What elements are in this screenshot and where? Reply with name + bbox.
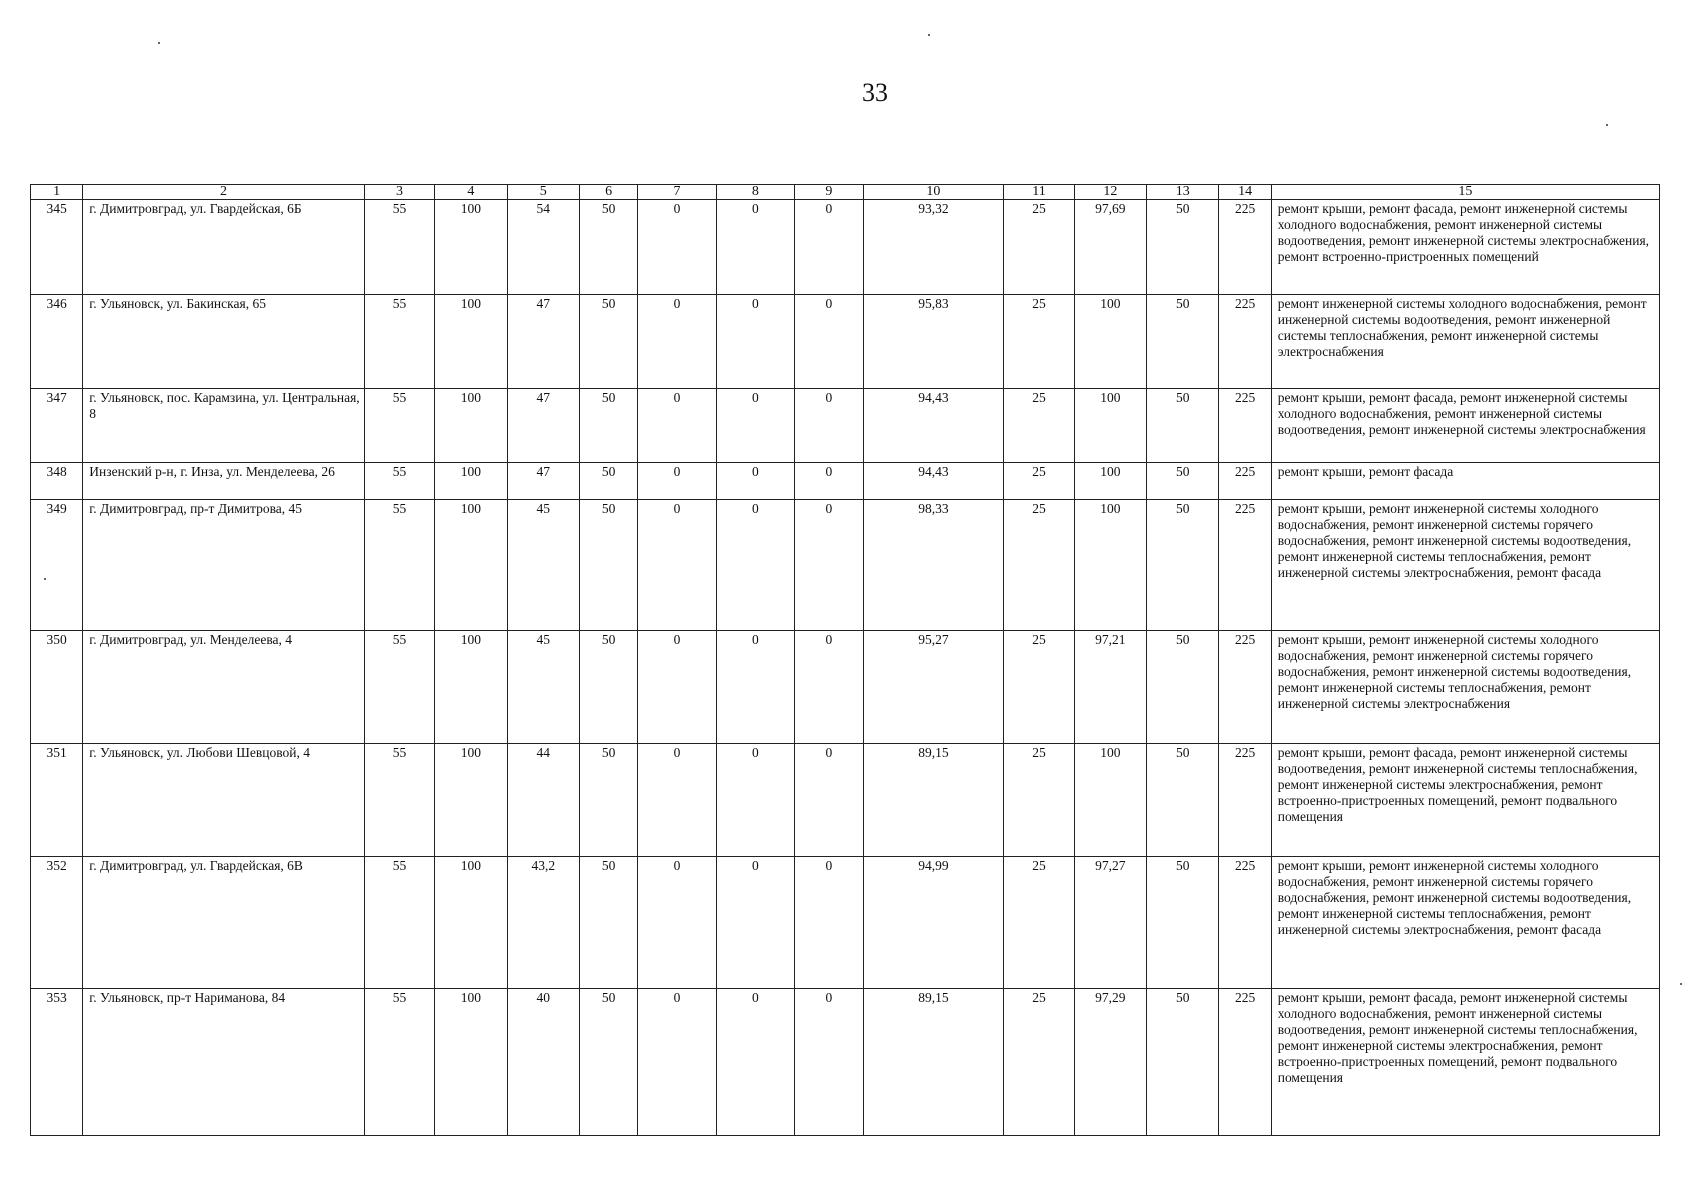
scan-speck xyxy=(158,42,160,44)
value-cell-col-6: 50 xyxy=(579,295,637,389)
column-number-6: 6 xyxy=(579,185,637,200)
column-number-10: 10 xyxy=(863,185,1004,200)
value-cell-col-11: 25 xyxy=(1004,989,1074,1136)
value-cell-col-8: 0 xyxy=(716,295,794,389)
works-cell: ремонт крыши, ремонт инженерной системы холодного водоснабжения, ремонт инженерной системы горячего водоснабжения, ремонт инженерной системы водоотведения, ремонт инженерной системы теплоснабжения, ремонт инженерной системы электроснабжения xyxy=(1271,631,1659,744)
value-cell-col-6: 50 xyxy=(579,500,637,631)
value-cell-col-7: 0 xyxy=(638,631,716,744)
column-number-5: 5 xyxy=(507,185,579,200)
scan-speck xyxy=(1606,124,1608,126)
value-cell-col-5: 45 xyxy=(507,500,579,631)
value-cell-col-6: 50 xyxy=(579,857,637,989)
value-cell-col-11: 25 xyxy=(1004,631,1074,744)
works-cell: ремонт крыши, ремонт фасада, ремонт инженерной системы водоотведения, ремонт инженерной системы теплоснабжения, ремонт инженерной системы электроснабжения, ремонт встроенно-пристроенных помещений, ремонт подвального помещения xyxy=(1271,744,1659,857)
address-cell: г. Димитровград, ул. Гвардейская, 6В xyxy=(83,857,365,989)
column-number-9: 9 xyxy=(795,185,863,200)
value-cell-col-12: 100 xyxy=(1074,295,1146,389)
row-number-cell: 345 xyxy=(31,200,83,295)
value-cell-col-13: 50 xyxy=(1147,989,1219,1136)
value-cell-col-13: 50 xyxy=(1147,631,1219,744)
works-cell: ремонт крыши, ремонт фасада, ремонт инженерной системы холодного водоснабжения, ремонт инженерной системы водоотведения, ремонт инженерной системы электроснабжения, ремонт встроенно-пристроенных помещений xyxy=(1271,200,1659,295)
value-cell-col-9: 0 xyxy=(795,295,863,389)
value-cell-col-8: 0 xyxy=(716,744,794,857)
value-cell-col-8: 0 xyxy=(716,200,794,295)
value-cell-col-11: 25 xyxy=(1004,500,1074,631)
value-cell-col-12: 100 xyxy=(1074,463,1146,500)
value-cell-col-10: 94,99 xyxy=(863,857,1004,989)
value-cell-col-3: 55 xyxy=(364,463,434,500)
row-number-cell: 351 xyxy=(31,744,83,857)
table-row xyxy=(31,500,1660,631)
value-cell-col-7: 0 xyxy=(638,500,716,631)
value-cell-col-10: 89,15 xyxy=(863,989,1004,1136)
value-cell-col-10: 94,43 xyxy=(863,389,1004,463)
works-cell: ремонт крыши, ремонт инженерной системы холодного водоснабжения, ремонт инженерной системы горячего водоснабжения, ремонт инженерной системы водоотведения, ремонт инженерной системы теплоснабжения, ремонт инженерной системы электроснабжения, ремонт фасада xyxy=(1271,857,1659,989)
address-cell: г. Ульяновск, пр-т Нариманова, 84 xyxy=(83,989,365,1136)
value-cell-col-10: 95,83 xyxy=(863,295,1004,389)
scan-speck xyxy=(928,34,930,36)
column-number-15: 15 xyxy=(1271,185,1659,200)
value-cell-col-12: 97,29 xyxy=(1074,989,1146,1136)
value-cell-col-13: 50 xyxy=(1147,389,1219,463)
value-cell-col-14: 225 xyxy=(1219,463,1271,500)
address-cell: г. Ульяновск, ул. Бакинская, 65 xyxy=(83,295,365,389)
value-cell-col-14: 225 xyxy=(1219,389,1271,463)
scan-speck xyxy=(1680,983,1682,985)
value-cell-col-14: 225 xyxy=(1219,200,1271,295)
value-cell-col-10: 98,33 xyxy=(863,500,1004,631)
value-cell-col-7: 0 xyxy=(638,857,716,989)
value-cell-col-4: 100 xyxy=(435,744,507,857)
table-row xyxy=(31,463,1660,500)
value-cell-col-9: 0 xyxy=(795,200,863,295)
table-body xyxy=(31,200,1660,1136)
value-cell-col-11: 25 xyxy=(1004,389,1074,463)
value-cell-col-13: 50 xyxy=(1147,857,1219,989)
table-row xyxy=(31,389,1660,463)
row-number-cell: 352 xyxy=(31,857,83,989)
value-cell-col-3: 55 xyxy=(364,744,434,857)
column-number-4: 4 xyxy=(435,185,507,200)
value-cell-col-8: 0 xyxy=(716,631,794,744)
value-cell-col-3: 55 xyxy=(364,389,434,463)
column-number-12: 12 xyxy=(1074,185,1146,200)
value-cell-col-5: 45 xyxy=(507,631,579,744)
address-cell: г. Димитровград, ул. Менделеева, 4 xyxy=(83,631,365,744)
value-cell-col-14: 225 xyxy=(1219,631,1271,744)
value-cell-col-7: 0 xyxy=(638,989,716,1136)
table-row xyxy=(31,989,1660,1136)
value-cell-col-7: 0 xyxy=(638,200,716,295)
value-cell-col-6: 50 xyxy=(579,463,637,500)
column-number-row xyxy=(31,185,1660,200)
value-cell-col-14: 225 xyxy=(1219,295,1271,389)
value-cell-col-4: 100 xyxy=(435,857,507,989)
works-cell: ремонт крыши, ремонт фасада, ремонт инженерной системы холодного водоснабжения, ремонт инженерной системы водоотведения, ремонт инженерной системы теплоснабжения, ремонт инженерной системы электроснабжения, ремонт встроенно-пристроенных помещений, ремонт подвального помещения xyxy=(1271,989,1659,1136)
value-cell-col-8: 0 xyxy=(716,463,794,500)
table-row xyxy=(31,295,1660,389)
value-cell-col-9: 0 xyxy=(795,857,863,989)
value-cell-col-10: 94,43 xyxy=(863,463,1004,500)
value-cell-col-11: 25 xyxy=(1004,463,1074,500)
address-cell: Инзенский р-н, г. Инза, ул. Менделеева, 26 xyxy=(83,463,365,500)
value-cell-col-14: 225 xyxy=(1219,989,1271,1136)
column-number-1: 1 xyxy=(31,185,83,200)
row-number-cell: 350 xyxy=(31,631,83,744)
value-cell-col-12: 100 xyxy=(1074,744,1146,857)
value-cell-col-3: 55 xyxy=(364,631,434,744)
value-cell-col-8: 0 xyxy=(716,989,794,1136)
value-cell-col-9: 0 xyxy=(795,631,863,744)
value-cell-col-5: 47 xyxy=(507,295,579,389)
row-number-cell: 349 xyxy=(31,500,83,631)
value-cell-col-9: 0 xyxy=(795,500,863,631)
column-number-8: 8 xyxy=(716,185,794,200)
value-cell-col-7: 0 xyxy=(638,389,716,463)
address-cell: г. Димитровград, ул. Гвардейская, 6Б xyxy=(83,200,365,295)
value-cell-col-12: 97,27 xyxy=(1074,857,1146,989)
value-cell-col-7: 0 xyxy=(638,295,716,389)
value-cell-col-13: 50 xyxy=(1147,463,1219,500)
column-number-2: 2 xyxy=(83,185,365,200)
value-cell-col-4: 100 xyxy=(435,389,507,463)
column-number-13: 13 xyxy=(1147,185,1219,200)
value-cell-col-3: 55 xyxy=(364,295,434,389)
value-cell-col-10: 89,15 xyxy=(863,744,1004,857)
table-row xyxy=(31,200,1660,295)
value-cell-col-13: 50 xyxy=(1147,200,1219,295)
value-cell-col-3: 55 xyxy=(364,857,434,989)
value-cell-col-14: 225 xyxy=(1219,500,1271,631)
value-cell-col-5: 47 xyxy=(507,463,579,500)
value-cell-col-6: 50 xyxy=(579,744,637,857)
value-cell-col-10: 93,32 xyxy=(863,200,1004,295)
address-cell: г. Ульяновск, пос. Карамзина, ул. Центральная, 8 xyxy=(83,389,365,463)
value-cell-col-3: 55 xyxy=(364,500,434,631)
value-cell-col-13: 50 xyxy=(1147,295,1219,389)
value-cell-col-12: 100 xyxy=(1074,500,1146,631)
value-cell-col-6: 50 xyxy=(579,389,637,463)
value-cell-col-3: 55 xyxy=(364,200,434,295)
value-cell-col-5: 54 xyxy=(507,200,579,295)
value-cell-col-9: 0 xyxy=(795,744,863,857)
works-cell: ремонт крыши, ремонт фасада, ремонт инженерной системы холодного водоснабжения, ремонт инженерной системы водоотведения, ремонт инженерной системы электроснабжения xyxy=(1271,389,1659,463)
row-number-cell: 347 xyxy=(31,389,83,463)
table-row xyxy=(31,631,1660,744)
address-cell: г. Димитровград, пр-т Димитрова, 45 xyxy=(83,500,365,631)
value-cell-col-4: 100 xyxy=(435,295,507,389)
value-cell-col-7: 0 xyxy=(638,463,716,500)
value-cell-col-5: 47 xyxy=(507,389,579,463)
value-cell-col-11: 25 xyxy=(1004,744,1074,857)
column-number-11: 11 xyxy=(1004,185,1074,200)
column-number-3: 3 xyxy=(364,185,434,200)
value-cell-col-8: 0 xyxy=(716,857,794,989)
value-cell-col-14: 225 xyxy=(1219,744,1271,857)
row-number-cell: 348 xyxy=(31,463,83,500)
column-number-14: 14 xyxy=(1219,185,1271,200)
works-cell: ремонт инженерной системы холодного водоснабжения, ремонт инженерной системы водоотведения, ремонт инженерной системы теплоснабжения, ремонт инженерной системы электроснабжения xyxy=(1271,295,1659,389)
value-cell-col-4: 100 xyxy=(435,463,507,500)
table-row xyxy=(31,857,1660,989)
row-number-cell: 353 xyxy=(31,989,83,1136)
value-cell-col-10: 95,27 xyxy=(863,631,1004,744)
value-cell-col-12: 97,21 xyxy=(1074,631,1146,744)
value-cell-col-6: 50 xyxy=(579,989,637,1136)
value-cell-col-7: 0 xyxy=(638,744,716,857)
value-cell-col-4: 100 xyxy=(435,989,507,1136)
value-cell-col-14: 225 xyxy=(1219,857,1271,989)
value-cell-col-5: 43,2 xyxy=(507,857,579,989)
address-cell: г. Ульяновск, ул. Любови Шевцовой, 4 xyxy=(83,744,365,857)
value-cell-col-6: 50 xyxy=(579,200,637,295)
works-cell: ремонт крыши, ремонт фасада xyxy=(1271,463,1659,500)
page-number: 33 xyxy=(862,78,888,107)
scan-speck xyxy=(44,578,46,580)
value-cell-col-4: 100 xyxy=(435,200,507,295)
value-cell-col-9: 0 xyxy=(795,463,863,500)
row-number-cell: 346 xyxy=(31,295,83,389)
works-cell: ремонт крыши, ремонт инженерной системы холодного водоснабжения, ремонт инженерной системы горячего водоснабжения, ремонт инженерной системы водоотведения, ремонт инженерной системы теплоснабжения, ремонт инженерной системы электроснабжения, ремонт фасада xyxy=(1271,500,1659,631)
value-cell-col-5: 40 xyxy=(507,989,579,1136)
value-cell-col-11: 25 xyxy=(1004,200,1074,295)
registry-table xyxy=(30,184,1660,1136)
value-cell-col-3: 55 xyxy=(364,989,434,1136)
value-cell-col-9: 0 xyxy=(795,989,863,1136)
value-cell-col-13: 50 xyxy=(1147,500,1219,631)
value-cell-col-8: 0 xyxy=(716,500,794,631)
value-cell-col-12: 97,69 xyxy=(1074,200,1146,295)
table-row xyxy=(31,744,1660,857)
value-cell-col-9: 0 xyxy=(795,389,863,463)
value-cell-col-8: 0 xyxy=(716,389,794,463)
value-cell-col-13: 50 xyxy=(1147,744,1219,857)
value-cell-col-4: 100 xyxy=(435,500,507,631)
value-cell-col-4: 100 xyxy=(435,631,507,744)
value-cell-col-5: 44 xyxy=(507,744,579,857)
value-cell-col-12: 100 xyxy=(1074,389,1146,463)
column-number-7: 7 xyxy=(638,185,716,200)
value-cell-col-11: 25 xyxy=(1004,857,1074,989)
value-cell-col-11: 25 xyxy=(1004,295,1074,389)
value-cell-col-6: 50 xyxy=(579,631,637,744)
